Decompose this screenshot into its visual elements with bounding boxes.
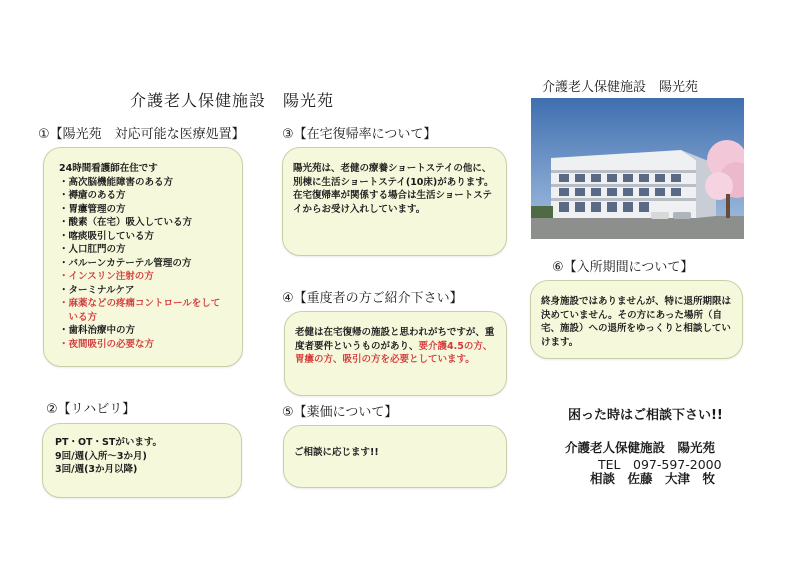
section1-list (59, 176, 237, 352)
rehab-line-early: 9回/週(入所～3か月) (55, 450, 147, 462)
medical-care-item: ・喀痰吸引している方 (59, 230, 155, 242)
footer-staff: 相談 佐藤 大津 牧 (590, 471, 716, 486)
photo-caption: 介護老人保健施設 陽光苑 (542, 80, 699, 95)
section6-text: 終身施設ではありませんが、特に退所期限は決めていません。その方にあった場所（自宅、施設）への退所をゆっくりと相談していけます。 (541, 296, 732, 348)
section1-intro: 24時間看護師在住です (59, 163, 158, 174)
section4-text-red: 要介護4.5の方、胃瘻の方、吸引の方を必要としています。 (295, 340, 493, 365)
section1-heading: ①【陽光苑 対応可能な医療処置】 (38, 127, 245, 142)
medical-care-item: ・胃瘻管理の方 (59, 203, 126, 215)
consult-message: 困った時はご相談下さい!! (568, 408, 723, 423)
section4-text (295, 326, 500, 367)
medical-care-item: ・褥瘡のある方 (59, 190, 126, 201)
rehab-line-later: 3回/週(3か月以降) (55, 464, 138, 475)
rehab-line-staff: PT・OT・STがいます。 (55, 437, 163, 448)
section6-heading: ⑥【入所期間について】 (552, 260, 694, 275)
section3-text: 陽光苑は、老健の療養ショートステイの他に、別棟に生活ショートステイ(10床)があります。在宅復帰率が関係する場合は生活ショートステイからお受け入れしています。 (293, 163, 494, 215)
medical-care-item: ・歯科治療中の方 (59, 325, 136, 336)
section5-text: ご相談に応じます!! (294, 447, 379, 458)
medical-care-item: ・バルーンカテーテル管理の方 (59, 257, 192, 269)
page-title: 介護老人保健施設 陽光苑 (130, 91, 335, 110)
medical-care-item: ・人口肛門の方 (59, 244, 126, 255)
section4-text-black: 老健は在宅復帰の施設と思われがちですが、重度者要件というものがあり、 (295, 327, 495, 352)
footer-facility-name: 介護老人保健施設 陽光苑 (565, 440, 716, 455)
medical-care-item: ・ターミナルケア (59, 284, 135, 296)
medical-care-item: ・夜間吸引の必要な方 (59, 338, 155, 350)
section3-heading: ③【在宅復帰率について】 (282, 127, 437, 142)
section2-box (42, 423, 242, 498)
facility-photo (531, 98, 744, 239)
medical-care-item: ・酸素（在宅）吸入している方 (59, 217, 193, 228)
medical-care-item: ・麻薬などの疼痛コントロールをして (59, 298, 221, 309)
section3-box (282, 147, 507, 256)
section1-box (43, 147, 243, 367)
section6-box (530, 280, 743, 359)
medical-care-item: ・高次脳機能障害のある方 (59, 176, 174, 188)
section4-heading: ④【重度者の方ご紹介下さい】 (282, 291, 463, 306)
medical-care-item: ・インスリン注射の方 (59, 271, 154, 282)
section5-heading: ⑤【薬価について】 (282, 405, 398, 420)
medical-care-item: いる方 (59, 311, 98, 323)
footer-tel: TEL 097-597-2000 (598, 457, 722, 472)
section5-box (283, 425, 507, 488)
section4-box (284, 311, 507, 396)
section2-heading: ②【リハビリ】 (46, 402, 136, 417)
